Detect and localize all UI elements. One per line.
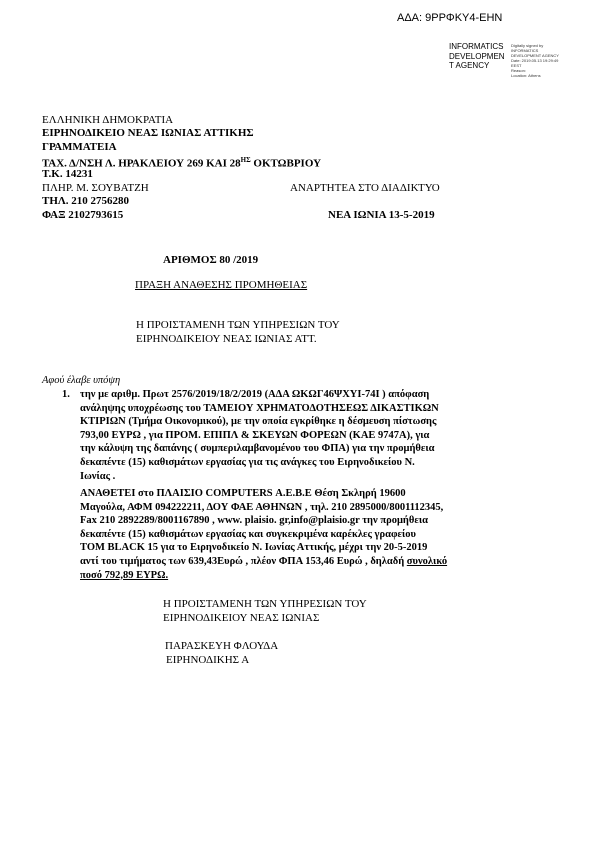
office-name: ΓΡΑΜΜΑΤΕΙΑ [42, 141, 117, 153]
total-amount: ποσό 792,89 ΕΥΡΩ. [80, 569, 169, 581]
signatory-role: ΕΙΡΗΝΟΔΙΚΗΣ Α [166, 654, 250, 666]
paragraph-line: ΚΤΙΡΙΩΝ (Τμήμα Οικονομικού), με την οποία εγκρίθηκε η δέσμευση πίστωσης [80, 416, 437, 428]
posting-notice: ΑΝΑΡΤΗΤΕΑ ΣΤΟ ΔΙΑΔΙΚΤΥΟ [290, 182, 440, 194]
intro-text: Αφού έλαβε υπόψη [42, 375, 121, 386]
paragraph-line: αντί του τιμήματος των 639,43Ευρώ , πλέον ΦΠΑ 153,46 Ευρώ , δηλαδή [80, 555, 407, 567]
signature-court: ΕΙΡΗΝΟΔΙΚΕΙΟΥ ΝΕΑΣ ΙΩΝΙΑΣ [163, 612, 320, 624]
signature-title: Η ΠΡΟΙΣΤΑΜΕΝΗ ΤΩΝ ΥΠΗΡΕΣΙΩΝ ΤΟΥ [163, 598, 367, 610]
authority-line: ΕΙΡΗΝΟΔΙΚΕΙΟΥ ΝΕΑΣ ΙΩΝΙΑΣ ΑΤΤ. [136, 333, 317, 345]
signature-detail-line: EEST [511, 63, 522, 68]
paragraph-line: ανάληψης υποχρέωσης του ΤΑΜΕΙΟΥ ΧΡΗΜΑΤΟΔΟΤΗΣΕΩΣ ΔΙΚΑΣΤΙΚΩΝ [80, 402, 439, 414]
paragraph-basis [80, 388, 504, 483]
paragraph-line: 793,00 ΕΥΡΩ , για ΠΡΟΜ. ΕΠΙΠΛ & ΣΚΕΥΩΝ ΦΟΡΕΩΝ (ΚΑΕ 9747Α), για [80, 429, 430, 441]
address-superscript: ΗΣ [240, 156, 251, 164]
act-title: ΠΡΑΞΗ ΑΝΑΘΕΣΗΣ ΠΡΟΜΗΘΕΙΑΣ [135, 279, 308, 291]
item-number: 1. [62, 389, 70, 400]
signature-detail-line: INFORMATICS [511, 48, 539, 53]
paragraph-line: Fax 210 2892289/8001167890 , www. plaisio. gr,info@plaisio.gr την προμήθεια [80, 515, 428, 527]
document-number: ΑΡΙΘΜΟΣ 80 /2019 [163, 254, 259, 266]
paragraph-line: TOM BLACK 15 για το Ειρηνοδικείο Ν. Ιωνίας Αττικής, μέχρι την 20-5-2019 [80, 542, 428, 554]
paragraph-line: την με αριθμ. Πρωτ 2576/2019/18/2/2019 (ΑΔΑ ΩΚΩΓ46ΨΧΥΙ-74Ι ) απόφαση [80, 389, 430, 400]
agency-line: T AGENCY [449, 61, 490, 70]
paragraph-assignment [80, 487, 504, 582]
paragraph-line: την κάλυψη της δαπάνης ( συμπεριλαμβανομένου του ΦΠΑ) για την προμήθεια [80, 443, 435, 455]
signature-detail-line: Digitally signed by [511, 43, 544, 48]
signatory-name: ΠΑΡΑΣΚΕΥΗ ΦΛΟΥΔΑ [165, 640, 279, 652]
paragraph-line: δεκαπέντε (15) καθισμάτων εργασίας και συγκεκριμένα καρέκλες γραφείου [80, 528, 416, 540]
republic-heading: ΕΛΛΗΝΙΚΗ ΔΗΜΟΚΡΑΤΙΑ [42, 114, 174, 126]
place-date: ΝΕΑ ΙΩΝΙΑ 13-5-2019 [328, 209, 435, 221]
signature-detail-line: Reason: [511, 68, 526, 73]
agency-line: DEVELOPMEN [449, 51, 505, 61]
paragraph-line: Ιωνίας . [80, 470, 116, 482]
phone-number: ΤΗΛ. 210 2756280 [42, 195, 130, 207]
court-name: ΕΙΡΗΝΟΔΙΚΕΙΟ ΝΕΑΣ ΙΩΝΙΑΣ ΑΤΤΙΚΗΣ [42, 127, 254, 139]
paragraph-line: ΑΝΑΘΕΤΕΙ στο ΠΛΑΙΣΙΟ COMPUTERS Α.Ε.Β.Ε Θέση Σκληρή 19600 [80, 488, 406, 499]
authority-line: Η ΠΡΟΙΣΤΑΜΕΝΗ ΤΩΝ ΥΠΗΡΕΣΙΩΝ ΤΟΥ [136, 319, 340, 331]
ada-code: ΑΔΑ: 9ΡΡΦΚΥ4-ΕΗΝ [397, 12, 503, 24]
total-label: συνολικό [406, 555, 448, 567]
signature-detail-line: Date: 2019.05.13 19:29:49 [511, 58, 559, 63]
postcode: Τ.Κ. 14231 [42, 168, 93, 180]
address-tail: ΟΚΤΩΒΡΙΟΥ [250, 157, 322, 170]
agency-line: INFORMATICS [449, 42, 504, 51]
paragraph-line: Μαγούλα, ΑΦΜ 094222211, ΔΟΥ ΦΑΕ ΑΘΗΝΩΝ , τηλ. 210 2895000/8001112345, [80, 501, 444, 513]
address-main: ΤΑΧ. Δ/ΝΣΗ Λ. ΗΡΑΚΛΕΙΟΥ 269 ΚΑΙ 28 [42, 157, 241, 170]
paragraph-line-total [80, 555, 504, 569]
digital-signature-agency [449, 42, 505, 71]
digital-signature-details [511, 43, 559, 78]
contact-person: ΠΛΗΡ. Μ. ΣΟΥΒΑΤΖΗ [42, 182, 149, 194]
signature-detail-line: DEVELOPMENT AGENCY [511, 53, 559, 58]
fax-number: ΦΑΞ 2102793615 [42, 209, 124, 221]
signature-detail-line: Location: Athens [511, 73, 541, 78]
paragraph-line: δεκαπέντε (15) καθισμάτων εργασίας για τις ανάγκες του Ειρηνοδικείου Ν. [80, 456, 415, 468]
